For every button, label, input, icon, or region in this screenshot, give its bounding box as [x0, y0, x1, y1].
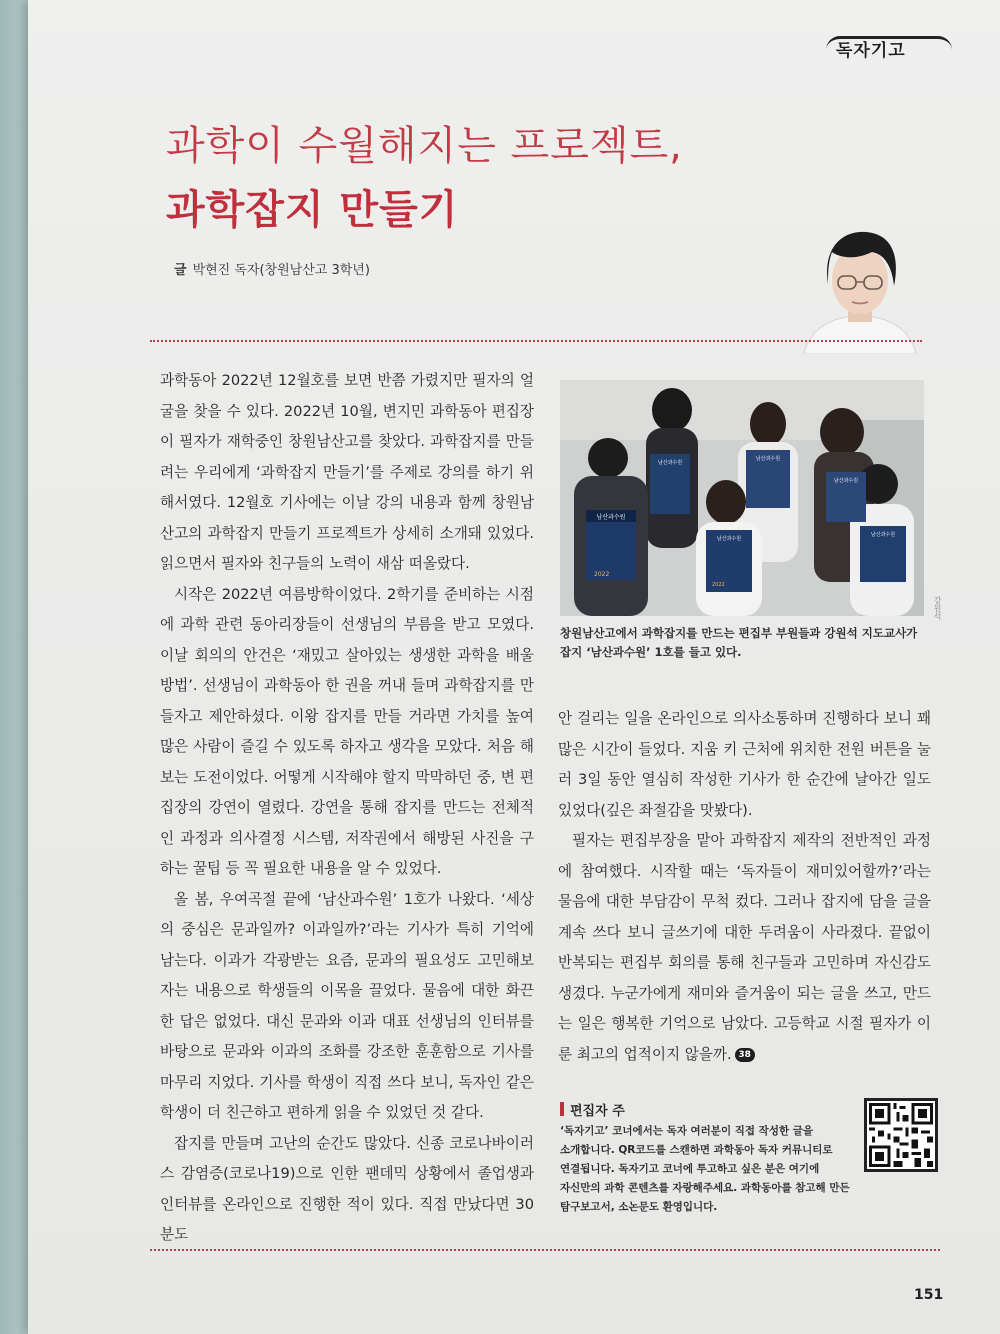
editor-note-line: 연결됩니다. 독자기고 코너에 투고하고 싶은 분은 여기에: [560, 1163, 820, 1175]
paragraph: 잡지를 만들며 고난의 순간도 많았다. 신종 코로나바이러스 감염증(코로나19)으로 인한 팬데믹 상황에서 졸업생과 인터뷰를 온라인으로 진행한 적이 있다. 직접 만났다면 30분도: [160, 1134, 534, 1243]
author-portrait: [796, 222, 924, 354]
svg-text:2022: 2022: [712, 582, 725, 588]
section-tag: 독자기고: [836, 41, 906, 61]
paragraph: 시작은 2022년 여름방학이었다. 2학기를 준비하는 시점에 과학 관련 동아리장들이 선생님의 부름을 받고 모였다. 이날 회의의 안건은 ‘재밌고 살아있는 생생한 과학을 배울 방법’. 선생님이 과학동아 한 권을 꺼내 들며 과학잡지를 만들자고 제안하셨다. 이왕 잡지를 만들 거라면 가치를 높여 많은 사람이 즐길 수 있도록 하자고 생각을 모았다. 처음 해보는 도전이었다. 어떻게 시작해야 할지 막막하던 중, 변 편집장의 강연이 열렸다. 강연을 통해 잡지를 만드는 전체적인 과정과 의사결정 시스템, 저작권에서 해방된 사진을 구하는 꿀팁 등 꼭 필요한 내용을 알 수 있었다.: [160, 585, 534, 877]
svg-text:남산과수원: 남산과수원: [716, 536, 742, 542]
editor-note-line: 소개합니다. QR코드를 스캔하면 과학동아 독자 커뮤니티로: [560, 1144, 833, 1156]
editor-note-line: ‘독자기고’ 코너에서는 독자 여러분이 직접 작성한 글을: [560, 1125, 814, 1137]
divider-bottom: [150, 1249, 940, 1251]
paragraph: 과학동아 2022년 12월호를 보면 반쯤 가렸지만 필자의 얼굴을 찾을 수 있다. 2022년 10월, 변지민 과학동아 편집장이 필자가 재학중인 창원남산고를 찾았다. 과학잡지를 만들려는 우리에게 ‘과학잡지 만들기’를 주제로 강의를 하기 위해서였다. 12월호 기사에는 이날 강의 내용과 함께 창원남산고의 과학잡지 만들기 프로젝트가 상세히 소개돼 있었다. 읽으면서 필자와 친구들의 노력이 새삼 떠올랐다.: [160, 372, 534, 572]
svg-text:남산과수원: 남산과수원: [657, 460, 683, 466]
group-photo: [560, 380, 924, 616]
editor-note-title: [560, 1100, 625, 1119]
magazine-page: [28, 0, 1000, 1334]
article-column-right: [558, 704, 931, 1070]
photo-caption: [560, 624, 932, 662]
magazine-cover: [706, 530, 752, 592]
title-line-1: 과학이 수월해지는 프로젝트,: [166, 123, 683, 169]
editor-note-body: [560, 1122, 860, 1217]
byline-author: 박현진 독자(창원남산고 3학년): [192, 263, 370, 278]
svg-text:남산과수원: 남산과수원: [833, 478, 859, 484]
magazine-cover: [860, 526, 906, 582]
editor-note-line: 탐구보고서, 소논문도 환영입니다.: [560, 1201, 718, 1213]
end-mark-icon: 38: [735, 1048, 755, 1062]
byline: [174, 259, 370, 278]
paragraph-text: 필자는 편집부장을 맡아 과학잡지 제작의 전반적인 과정에 참여했다. 시작할 때는 ‘독자들이 재미있어할까?’라는 물음에 대한 부담감이 무척 컸다. 그러나 잡지에 담을 글을 계속 쓰다 보니 글쓰기에 대한 두려움이 사라졌다. 끝없이 반복되는 편집부 회의를 통해 친구들과 고민하며 자신감도 생겼다. 누군가에게 재미와 즐거움이 되는 글을 쓰고, 만드는 일은 행복한 기억으로 남았다. 고등학교 시절 필자가 이룬 최고의 업적이지 않을까.: [558, 832, 931, 1063]
paragraph: 올 봄, 우여곡절 끝에 ‘남산과수원’ 1호가 나왔다. ‘세상의 중심은 문과일까? 이과일까?’라는 기사가 특히 기억에 남는다. 이과가 각광받는 요즘, 문과의 필요성도 고민해보자는 내용으로 학생들의 이목을 끌었다. 물음에 대한 화끈한 답은 없었다. 대신 문과와 이과 대표 선생님의 인터뷰를 바탕으로 문과와 이과의 조화를 강조한 훈훈함으로 기사를 마무리 지었다. 기사를 학생이 직접 쓰다 보니, 독자인 같은 학생이 더 친근하고 편하게 읽을 수 있었던 것 같다.: [160, 890, 534, 1121]
page-number: 151: [914, 1287, 944, 1303]
divider-top: [150, 340, 922, 342]
title-line-2: 과학잡지 만들기: [166, 187, 459, 233]
magazine-cover: [650, 454, 690, 514]
svg-text:2022: 2022: [594, 571, 610, 578]
article-column-left: [160, 366, 534, 1251]
paragraph: [558, 826, 931, 1070]
caption-line: 잡지 ‘남산과수원’ 1호를 들고 있다.: [560, 645, 742, 659]
photo-credit: 강원석: [933, 596, 942, 620]
magazine-cover: [826, 472, 866, 522]
svg-text:남산과수원: 남산과수원: [596, 514, 626, 521]
svg-text:남산과수원: 남산과수원: [870, 532, 896, 538]
svg-text:남산과수원: 남산과수원: [755, 456, 781, 462]
magazine-cover: [746, 450, 790, 508]
magazine-cover: [586, 510, 636, 580]
caption-line: 창원남산고에서 과학잡지를 만드는 편집부 부원들과 강원석 지도교사가: [560, 626, 918, 640]
paragraph: 안 걸리는 일을 온라인으로 의사소통하며 진행하다 보니 꽤 많은 시간이 들었다. 지움 키 근처에 위치한 전원 버튼을 눌러 3일 동안 열심히 작성한 기사가 한 순간에 날아간 일도 있었다(깊은 좌절감을 맛봤다).: [558, 710, 931, 819]
editor-note-line: 자신만의 과학 콘텐츠를 자랑해주세요. 과학동아를 참고해 만든: [560, 1182, 850, 1194]
byline-label: 글: [174, 263, 187, 278]
editor-note-title-text: 편집자 주: [570, 1104, 625, 1119]
qr-code-icon[interactable]: [864, 1098, 938, 1172]
